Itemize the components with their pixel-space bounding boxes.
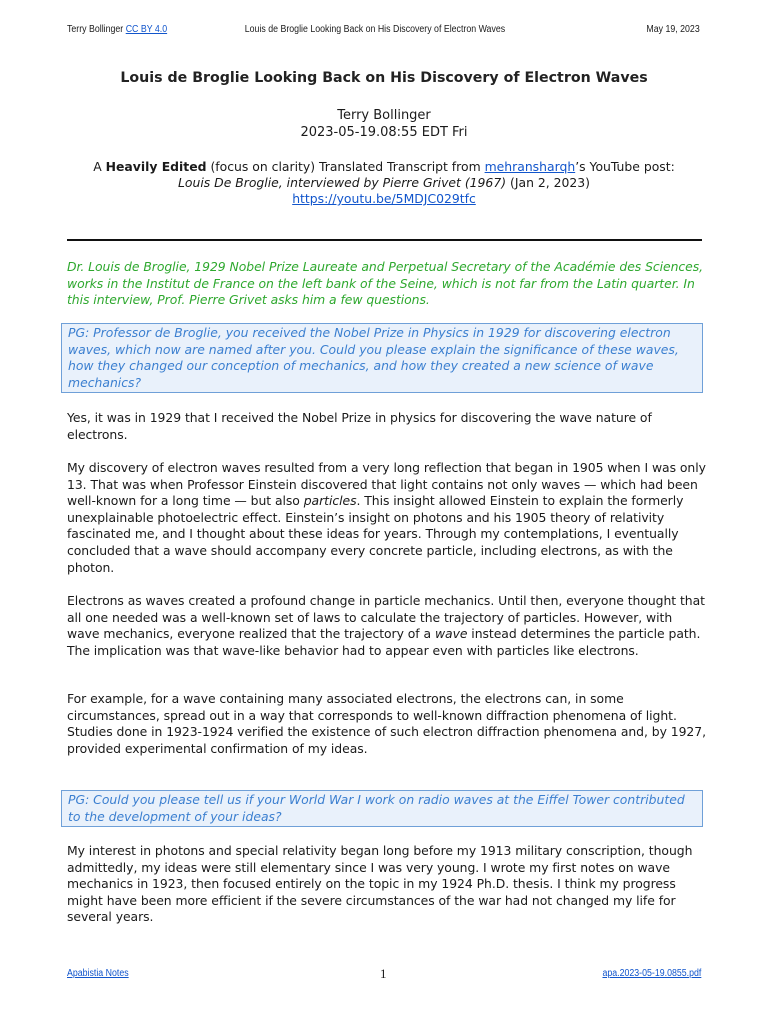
horizontal-divider [67, 239, 702, 241]
answer-paragraph-4: For example, for a wave containing many associated electrons, the electrons can, in some circumstances, spread out in a way that corresponds to well-known diffraction phenomena of light. Studies done in 1923-1924 verified the existence of such electron diffraction phenomena and, by 1927, provided experimental confirmation of my ideas. [67, 691, 706, 756]
document-title: Louis de Broglie Looking Back on His Discovery of Electron Waves [120, 70, 648, 86]
footer-file-link[interactable]: apa.2023-05-19.0855.pdf [602, 968, 701, 979]
answer-paragraph-5: My interest in photons and special relativity began long before my 1913 military conscription, though admittedly, my ideas were still elementary since I was very young. I wrote my first notes on wave mechanics in 1923, then focused entirely on the topic in my 1924 Ph.D. thesis. I think my progress might have been more efficient if the severe circumstances of the war had not changed my life for several years. [67, 843, 693, 925]
license-link[interactable]: CC BY 4.0 [125, 24, 168, 35]
header-author: Terry Bollinger [67, 24, 124, 35]
author-name: Terry Bollinger [337, 108, 431, 123]
channel-link[interactable]: mehransharqh [484, 159, 576, 174]
source-block [0, 159, 768, 207]
header-title: Louis de Broglie Looking Back on His Discovery of Electron Waves [244, 24, 506, 35]
header-date: May 19, 2023 [646, 24, 700, 35]
answer-paragraph-1: Yes, it was in 1929 that I received the Nobel Prize in physics for discovering the wave nature of electrons. [67, 410, 652, 442]
page-number: 1 [380, 966, 387, 981]
answer-paragraph-2: My discovery of electron waves resulted from a very long reflection that began in 1905 when I was only 13. That was when Professor Einstein discovered that light contains not only waves — which had been well-known for a long time — but also particles. This insight allowed Einstein to explain the formerly unexplainable photoelectric effect. Einstein’s insight on photons and his 1905 theory of relativity fascinated me, and I thought about these ideas for years. Through my contemplations, I eventually concluded that a wave should accompany every concrete particle, including electrons, as with the photon. [67, 460, 706, 575]
question-box-1: PG: Professor de Broglie, you received the Nobel Prize in Physics in 1929 for discovering electron waves, which now are named after you. Could you please explain the significance of these waves, how they changed our conception of mechanics, and how they created a new science of wave mechanics? [61, 323, 703, 393]
video-url-link[interactable]: https://youtu.be/5MDJC029tfc [292, 191, 476, 206]
video-title: Louis De Broglie, interviewed by Pierre Grivet (1967) [177, 175, 507, 190]
intro-paragraph: Dr. Louis de Broglie, 1929 Nobel Prize Laureate and Perpetual Secretary of the Académie des Sciences, works in the Institut de France on the left bank of the Seine, which is not far from the Latin quarter. In this interview, Prof. Pierre Grivet asks him a few questions. [67, 259, 704, 308]
question-box-2: PG: Could you please tell us if your World War I work on radio waves at the Eiffel Tower contributed to the development of your ideas? [61, 790, 703, 827]
video-line [0, 175, 768, 191]
footer-notes-link[interactable]: Apabistia Notes [67, 968, 129, 979]
timestamp: 2023-05-19.08:55 EDT Fri [300, 125, 468, 140]
emphasis-particles: particles [303, 493, 357, 509]
header-author-block [67, 24, 167, 35]
video-date: (Jan 2, 2023) [506, 175, 590, 190]
source-line: A Heavily Edited (focus on clarity) Translated Transcript from mehransharqh’s YouTube post: [93, 159, 675, 174]
answer-paragraph-3: Electrons as waves created a profound change in particle mechanics. Until then, everyone thought that all one needed was a well-known set of laws to calculate the trajectory of particles. However, with wave mechanics, everyone realized that the trajectory of a wave instead determines the particle path. The implication was that wave-like behavior had to appear even with particles like electrons. [67, 593, 705, 658]
author-block [0, 107, 768, 141]
source-emphasis: Heavily Edited [105, 159, 207, 174]
emphasis-wave: wave [434, 626, 468, 642]
